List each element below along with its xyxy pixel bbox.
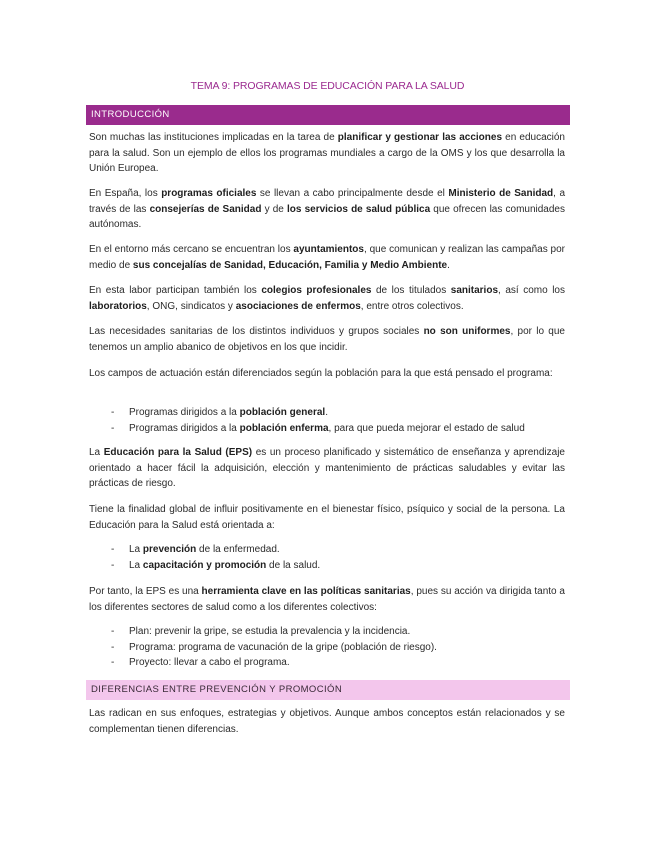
paragraph-ayuntamientos — [89, 242, 565, 273]
paragraph-colegios — [89, 283, 565, 314]
bold-text: laboratorios — [89, 300, 147, 312]
paragraph-eps — [89, 445, 565, 492]
bold-text: programas oficiales — [161, 188, 257, 199]
text: En España, los — [89, 188, 162, 199]
text: Programa: programa de vacunación de la gripe (población de riesgo). — [129, 641, 437, 653]
text: Programas dirigidos a la — [129, 422, 240, 434]
dash-bullet: - — [111, 626, 115, 637]
document-title: TEMA 9: PROGRAMAS DE EDUCACIÓN PARA LA SALUD — [190, 80, 465, 92]
bold-text: capacitación y promoción — [142, 559, 267, 571]
dash-bullet: - — [111, 657, 115, 668]
paragraph-herramienta — [89, 584, 565, 615]
list-item — [89, 624, 565, 640]
dash-bullet: - — [111, 422, 115, 434]
text: Proyecto: llevar a cabo el programa. — [129, 657, 290, 668]
paragraph-diferencias: Las radican en sus enfoques, estrategias y objetivos. Aunque ambos conceptos están relacionados y se complementan tienen diferencias. — [89, 708, 565, 735]
text: , para que pueda mejorar el estado de salud — [328, 422, 525, 434]
paragraph-necesidades — [89, 324, 565, 355]
bold-text: planificar y gestionar las acciones — [337, 132, 503, 143]
list-plan-programa-proyecto — [89, 624, 565, 671]
text: En el entorno más cercano se encuentran los — [89, 244, 294, 255]
text: En esta labor participan también los — [89, 285, 262, 296]
text: es un proceso planificado y sistemático de enseñanza y aprendizaje orientado a hacer fácil la adquisición, elección y mantenimiento de prácticas saludables y evitar las prácticas de riesgo. — [89, 447, 565, 489]
text: , ONG, sindicatos y — [146, 300, 236, 312]
dash-bullet: - — [111, 544, 115, 555]
text: Las necesidades sanitarias de los distintos individuos y grupos sociales — [89, 326, 424, 337]
list-item — [89, 640, 565, 656]
bold-text: consejerías de Sanidad — [149, 203, 262, 215]
paragraph-espana — [89, 186, 565, 233]
section-header-introduccion: INTRODUCCIÓN — [86, 105, 570, 125]
bold-text: no son uniformes — [423, 326, 511, 337]
bold-text: Ministerio de Sanidad — [448, 188, 554, 199]
dash-bullet: - — [111, 559, 115, 571]
text: La — [129, 559, 143, 571]
list-item — [89, 655, 565, 671]
bold-text: prevención — [142, 544, 197, 555]
text: se llevan a cabo principalmente desde el — [256, 188, 449, 199]
text: de los titulados — [371, 285, 451, 296]
text: , a través de las — [89, 188, 566, 215]
bold-text: Educación para la Salud (EPS) — [103, 447, 253, 458]
text: , que comunican y realizan las campañas por medio de — [89, 244, 565, 271]
bold-text: colegios profesionales — [261, 285, 372, 296]
text: de la enfermedad. — [196, 544, 280, 555]
text: y de — [261, 203, 287, 215]
text: . — [447, 259, 450, 271]
bold-text: los servicios de salud pública — [286, 203, 431, 215]
text: , pues su acción va dirigida tanto a los diferentes sectores de salud como a los diferentes colectivos: — [89, 586, 565, 613]
bold-text: sus concejalías de Sanidad, Educación, Familia y Medio Ambiente — [132, 259, 448, 271]
dash-bullet: - — [111, 641, 115, 653]
bold-text: herramienta clave en las políticas sanitarias — [201, 586, 411, 597]
paragraph-campos: Los campos de actuación están diferenciados según la población para la que está pensado el programa: — [89, 368, 553, 379]
bold-text: asociaciones de enfermos — [235, 300, 361, 312]
bold-text: población general — [239, 407, 326, 418]
list-item — [89, 558, 565, 574]
paragraph-finalidad: Tiene la finalidad global de influir positivamente en el bienestar físico, psíquico y social de la persona. La Educación para la Salud está orientada a: — [89, 504, 565, 531]
text: de la salud. — [266, 559, 321, 571]
text: Son muchas las instituciones implicadas en la tarea de — [89, 132, 338, 143]
text: Plan: prevenir la gripe, se estudia la prevalencia y la incidencia. — [129, 626, 411, 637]
text: La — [89, 447, 104, 458]
text: La — [129, 544, 143, 555]
list-orientada — [89, 542, 565, 573]
text: que ofrecen las comunidades autónomas. — [89, 203, 565, 230]
section-header-diferencias: DIFERENCIAS ENTRE PREVENCIÓN Y PROMOCIÓN — [86, 680, 570, 700]
text: Por tanto, la EPS es una — [89, 586, 202, 597]
text: . — [325, 407, 328, 418]
dash-bullet: - — [111, 407, 115, 418]
text: Programas dirigidos a la — [129, 407, 240, 418]
list-programas — [89, 405, 565, 436]
bold-text: población enferma — [239, 422, 329, 434]
list-item — [89, 542, 565, 558]
bold-text: sanitarios — [450, 285, 499, 296]
text: , por lo que tenemos un amplio abanico de objetivos en los que incidir. — [89, 326, 565, 353]
text: , así como los — [498, 285, 565, 296]
text: en educación para la salud. Son un ejemplo de ellos los programas mundiales a cargo de la OMS y los que desarrolla la Unión Europea. — [89, 132, 565, 174]
text: , entre otros colectivos. — [360, 300, 464, 312]
list-item — [89, 421, 565, 437]
paragraph-instituciones — [89, 130, 565, 177]
list-item — [89, 405, 565, 421]
bold-text: ayuntamientos — [293, 244, 364, 255]
